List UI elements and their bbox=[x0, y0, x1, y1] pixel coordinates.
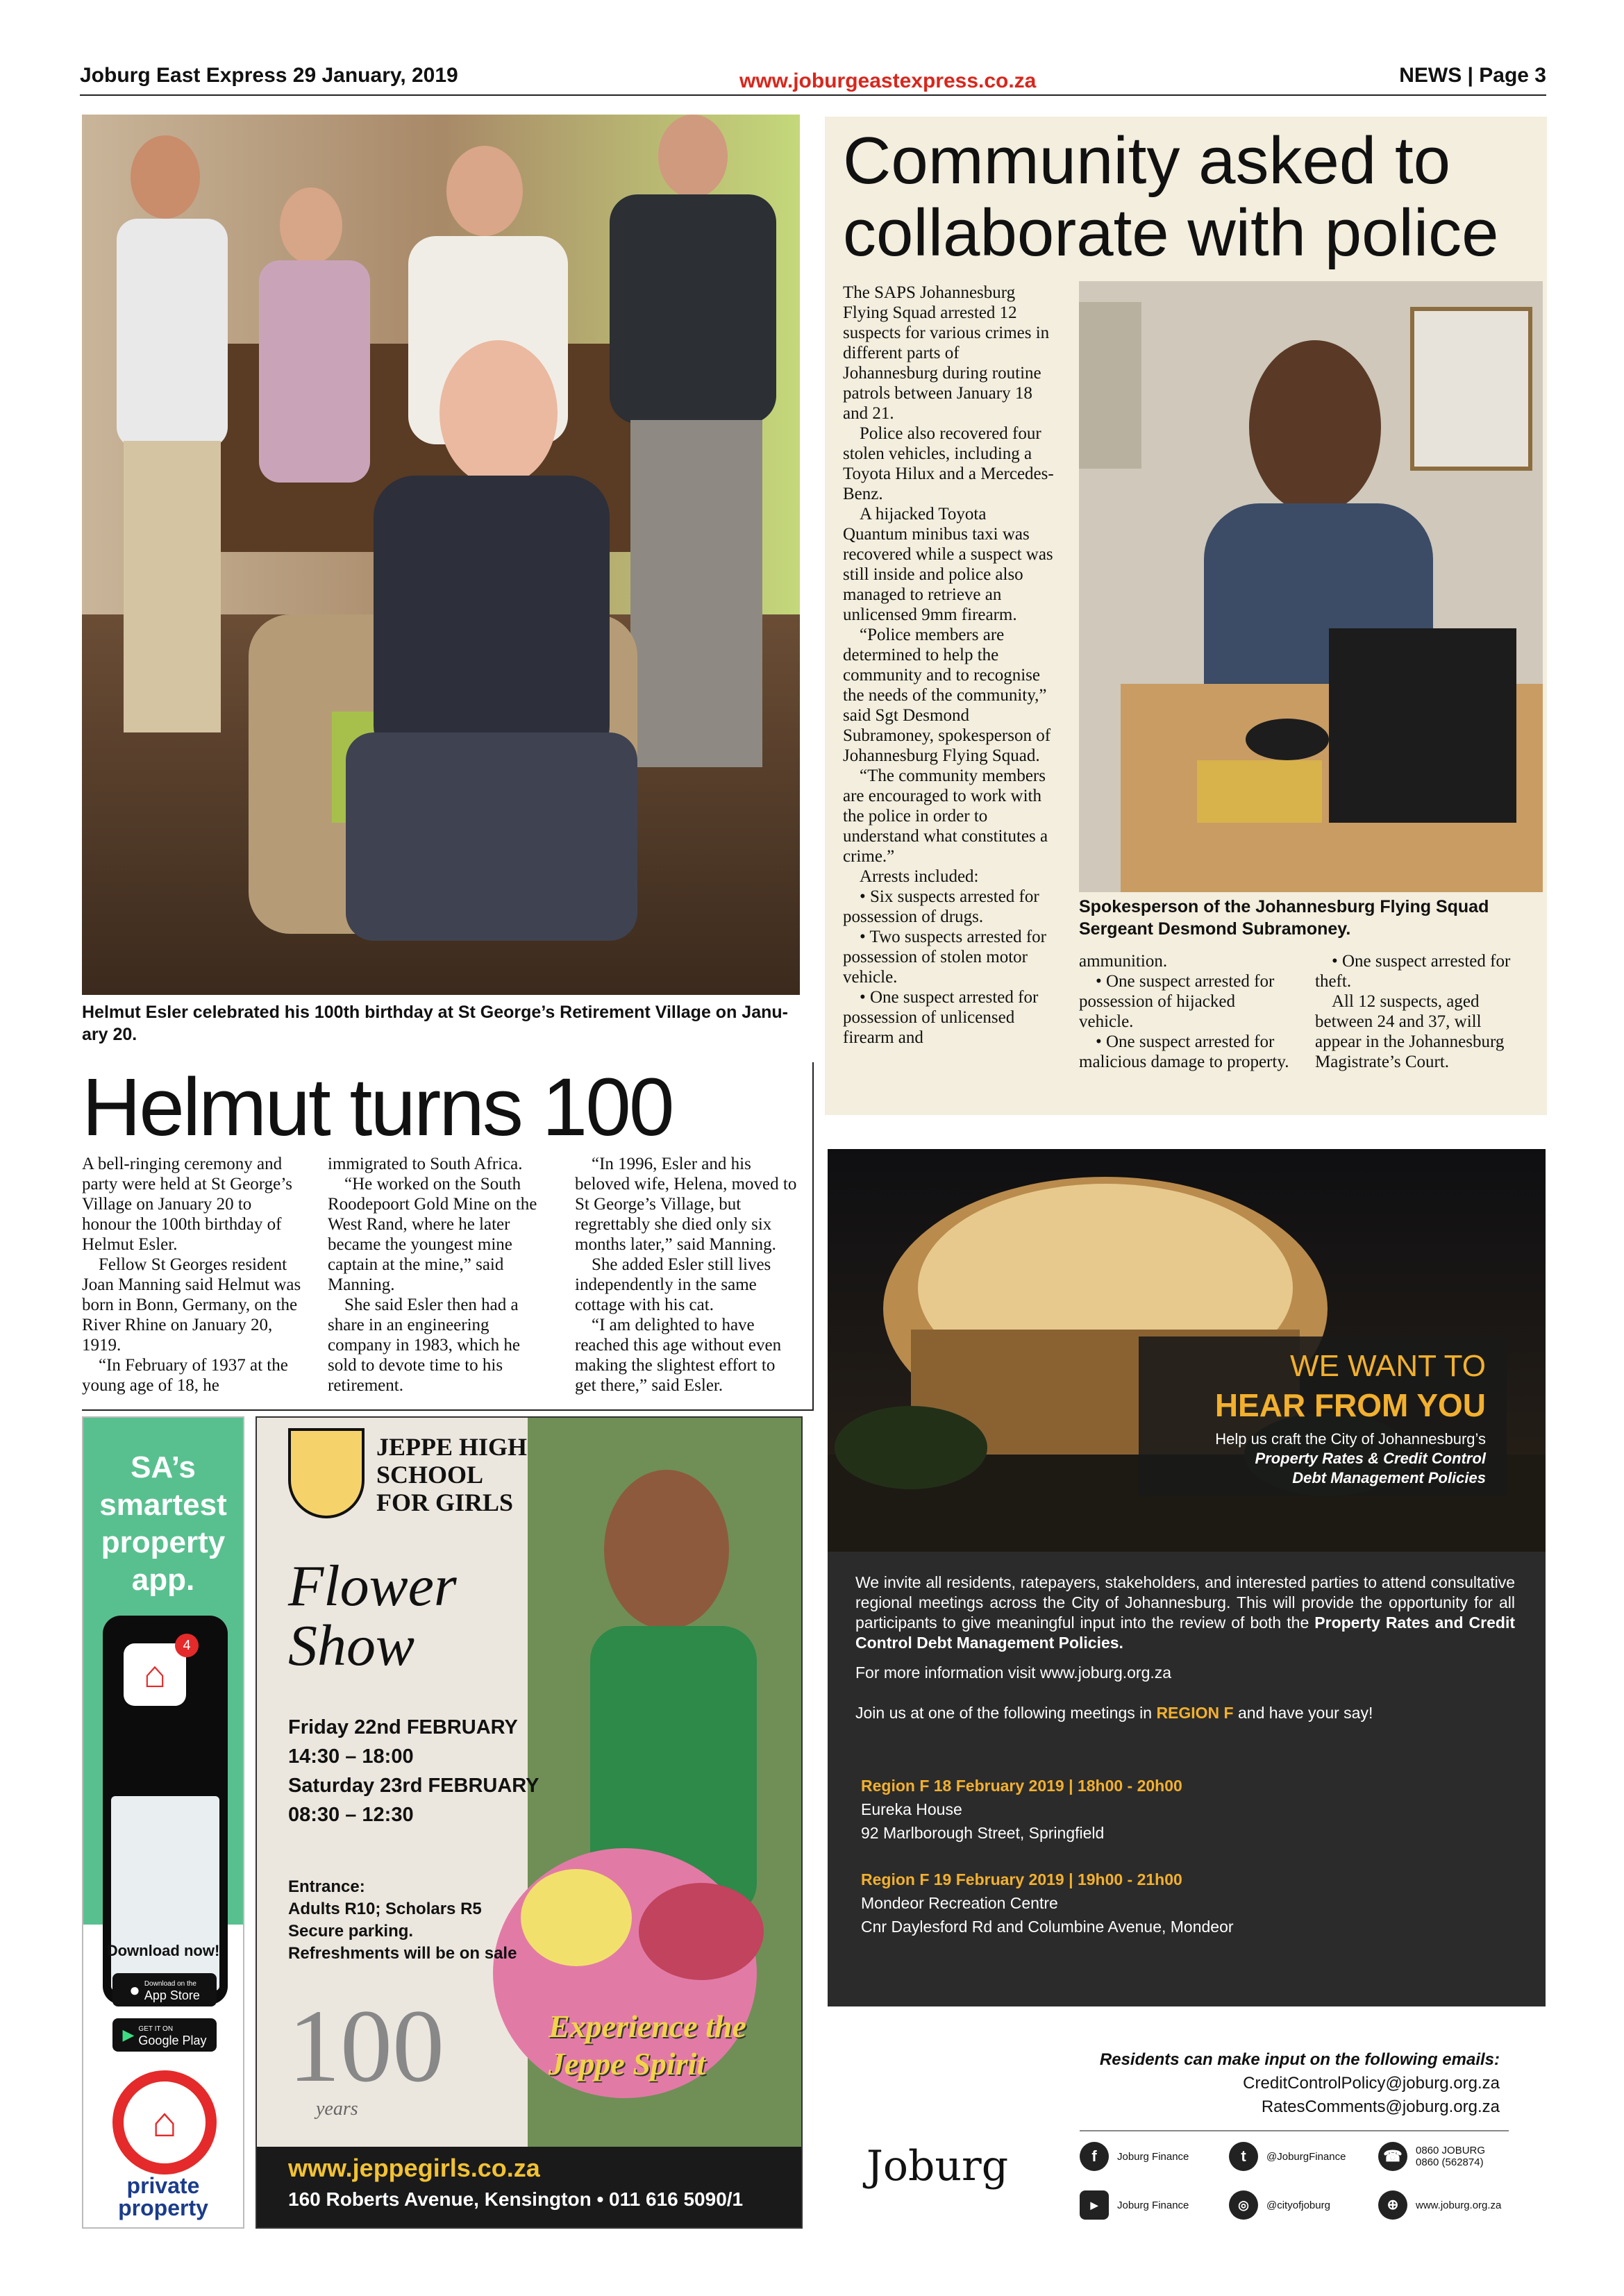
meeting-2: Region F 19 February 2019 | 19h00 - 21h00 Mondeor Recreation Centre Cnr Daylesford Rd and Columbine Avenue, Mondeor bbox=[861, 1870, 1234, 1936]
hear-from-you-box bbox=[1139, 1336, 1507, 1496]
private-property-logo-icon: ⌂ bbox=[112, 2070, 217, 2175]
phone-contact: ☎ 0860 JOBURG 0860 (562874) bbox=[1378, 2142, 1485, 2171]
hear-line: HEAR FROM YOU bbox=[1214, 1387, 1486, 1423]
paragraph: She added Esler still lives independently in the same cottage with his cat. bbox=[575, 1255, 771, 1314]
story1-col2 bbox=[328, 1154, 550, 1396]
headset-icon: ☎ bbox=[1378, 2142, 1407, 2171]
emails-block bbox=[1041, 2048, 1500, 2119]
story2-col1 bbox=[843, 283, 1055, 1048]
school-name: JEPPE HIGH SCHOOL FOR GIRLS bbox=[376, 1433, 528, 1516]
header-rule bbox=[80, 94, 1546, 96]
story2-col3 bbox=[1315, 951, 1530, 1072]
paragraph: Fellow St Georges resident Joan Manning said Helmut was born in Bonn, Germany, on the River Rhine on January 20, 1919. bbox=[82, 1255, 301, 1355]
jeppe-flower-show-ad[interactable] bbox=[256, 1416, 803, 2229]
youtube-icon: ▶ bbox=[1080, 2190, 1109, 2220]
more-info: For more information visit www.joburg.org.za bbox=[855, 1664, 1172, 1682]
property-app-ad[interactable] bbox=[82, 1416, 244, 2229]
website-link[interactable]: ⊕ www.joburg.org.za bbox=[1378, 2190, 1501, 2220]
paragraph: “He worked on the South Roodepoort Gold Mine on the West Rand, where he later became the youngest mine captain at the mine,” said Manning. bbox=[328, 1175, 537, 1294]
invite-text: We invite all residents, ratepayers, stakeholders, and interested parties to attend consultative regional meetings across the City of Johannesburg. This will provide the opportunity for all participants to give meaningful input into the review of both the Property Rates and Credit Control Debt Management Policies. bbox=[855, 1573, 1515, 1652]
list-item: • One suspect arrested for theft. bbox=[1315, 952, 1511, 991]
help-line: Help us craft the City of Johannesburg’s bbox=[1215, 1430, 1486, 1448]
paragraph: “I am delighted to have reached this age without even making the slightest effort to get there,” said Esler. bbox=[575, 1316, 782, 1395]
helmut-photo bbox=[82, 115, 800, 995]
paragraph: A bell-ringing ceremony and party were held at St George’s Village on January 20 to honour the 100th birthday of Helmut Esler. bbox=[82, 1155, 292, 1254]
emails-label: Residents can make input on the following emails: bbox=[1099, 2050, 1500, 2069]
school-crest-icon bbox=[288, 1428, 365, 1518]
house-icon: ⌂ bbox=[143, 1654, 167, 1695]
event-details: Entrance: Adults R10; Scholars R5 Secure parking. Refreshments will be on sale bbox=[288, 1877, 517, 1963]
notification-badge: 4 bbox=[175, 1634, 199, 1657]
officer-photo-caption: Spokesperson of the Johannesburg Flying Squad Sergeant Desmond Subramoney. bbox=[1079, 897, 1489, 939]
instagram-link[interactable]: ◎ @cityofjoburg bbox=[1229, 2190, 1330, 2220]
email-rates[interactable]: RatesComments@joburg.org.za bbox=[1261, 2097, 1500, 2116]
section-page: NEWS | Page 3 bbox=[1399, 64, 1546, 87]
app-icon bbox=[124, 1643, 186, 1706]
want-line: WE WANT TO bbox=[1290, 1349, 1486, 1383]
download-label: Download now! bbox=[106, 1942, 220, 1959]
jeppe-website[interactable]: www.jeppegirls.co.za bbox=[288, 2154, 540, 2182]
globe-icon: ⊕ bbox=[1378, 2190, 1407, 2220]
slogan: Experience the Jeppe Spirit bbox=[549, 2009, 746, 2081]
paragraph: immigrated to South Africa. bbox=[328, 1155, 523, 1173]
google-play-button[interactable]: ▶ GET IT ON Google Play bbox=[112, 2018, 217, 2052]
list-item: • One suspect arrested for malicious damage to property. bbox=[1079, 1032, 1289, 1071]
publication-url[interactable]: www.joburgeastexpress.co.za bbox=[739, 69, 1037, 92]
paragraph: “In February of 1937 at the young age of 18, he bbox=[82, 1356, 288, 1395]
paragraph: “Police members are determined to help the community and to recognise the needs of the community,” said Sgt Desmond Subramoney, spokesperson of Johannesburg Flying Squad. bbox=[843, 626, 1051, 765]
youtube-link[interactable]: ▶ Joburg Finance bbox=[1080, 2190, 1189, 2220]
list-item: • Two suspects arrested for possession of stolen motor vehicle. bbox=[843, 928, 1046, 987]
email-divider bbox=[1080, 2130, 1509, 2131]
event-title: Flower Show bbox=[288, 1554, 457, 1678]
officer-photo bbox=[1079, 281, 1543, 892]
brand-name: private property bbox=[118, 2173, 208, 2220]
facebook-link[interactable]: f Joburg Finance bbox=[1080, 2142, 1189, 2171]
story-divider-right bbox=[812, 1062, 814, 1409]
facebook-icon: f bbox=[1080, 2142, 1109, 2171]
twitter-icon: t bbox=[1229, 2142, 1258, 2171]
policy-line1: Property Rates & Credit Control bbox=[1255, 1450, 1486, 1467]
story1-headline: Helmut turns 100 bbox=[82, 1062, 673, 1153]
policy-line2: Debt Management Policies bbox=[1292, 1469, 1486, 1486]
paragraph: ammunition. bbox=[1079, 952, 1168, 971]
joburg-logo: Joburg bbox=[866, 2142, 1009, 2190]
twitter-link[interactable]: t @JoburgFinance bbox=[1229, 2142, 1346, 2171]
list-item: • Six suspects arrested for possession of drugs. bbox=[843, 887, 1039, 926]
story2-headline: Community asked to collaborate with police bbox=[843, 124, 1499, 270]
list-item: • One suspect arrested for possession of hijacked vehicle. bbox=[1079, 972, 1275, 1031]
paragraph: “In 1996, Esler and his beloved wife, Helena, moved to St George’s Village, but regrettably she died only six months later,” said Manning. bbox=[575, 1155, 797, 1254]
paragraph: The SAPS Johannesburg Flying Squad arrested 12 suspects for various crimes in different parts of Johannesburg during routine patrols between January 18 and 21. bbox=[843, 283, 1050, 423]
joburg-info-panel bbox=[828, 1552, 1546, 2006]
publication-date: Joburg East Express 29 January, 2019 bbox=[80, 64, 458, 87]
paragraph: Arrests included: bbox=[860, 867, 979, 886]
phone-screen bbox=[111, 1796, 219, 1991]
instagram-icon: ◎ bbox=[1229, 2190, 1258, 2220]
jeppe-address: 160 Roberts Avenue, Kensington • 011 616 5090/1 bbox=[288, 2188, 744, 2210]
story1-col1 bbox=[82, 1154, 304, 1396]
list-item: • One suspect arrested for possession of unlicensed firearm and bbox=[843, 988, 1039, 1047]
paragraph: She said Esler then had a share in an engineering company in 1983, which he sold to devote time to his retirement. bbox=[328, 1296, 521, 1395]
paragraph: All 12 suspects, aged between 24 and 37, will appear in the Johannesburg Magistrate’s Court. bbox=[1315, 992, 1505, 1071]
story-divider-bottom bbox=[82, 1409, 814, 1411]
paragraph: “The community members are encouraged to work with the police in order to understand what constitutes a crime.” bbox=[843, 766, 1048, 866]
apple-icon: ● bbox=[129, 1979, 140, 2000]
paragraph: A hijacked Toyota Quantum minibus taxi was recovered while a suspect was still inside and police also managed to retrieve an unlicensed 9mm firearm. bbox=[843, 505, 1053, 624]
app-ad-headline: SA’s smartest property app. bbox=[99, 1450, 227, 1597]
email-credit-control[interactable]: CreditControlPolicy@joburg.org.za bbox=[1243, 2074, 1500, 2093]
play-icon: ▶ bbox=[122, 2026, 135, 2043]
paragraph: Police also recovered four stolen vehicles, including a Toyota Hilux and a Mercedes-Benz. bbox=[843, 424, 1054, 503]
centenary-badge: 100 years bbox=[288, 1988, 444, 2120]
meeting-1: Region F 18 February 2019 | 18h00 - 20h00 Eureka House 92 Marlborough Street, Springfield bbox=[861, 1777, 1182, 1842]
event-schedule: Friday 22nd FEBRUARY 14:30 – 18:00 Saturday 23rd FEBRUARY 08:30 – 12:30 bbox=[288, 1716, 539, 1826]
story1-col3 bbox=[575, 1154, 797, 1396]
social-links bbox=[1080, 2142, 1524, 2239]
story2-col2 bbox=[1079, 951, 1291, 1072]
join-line: Join us at one of the following meetings in REGION F and have your say! bbox=[855, 1704, 1373, 1722]
app-store-button[interactable]: ● Download on the App Store bbox=[112, 1973, 217, 2006]
helmut-photo-caption: Helmut Esler celebrated his 100th birthday at St George’s Retirement Village on Janu-ary 20. bbox=[82, 1003, 788, 1044]
